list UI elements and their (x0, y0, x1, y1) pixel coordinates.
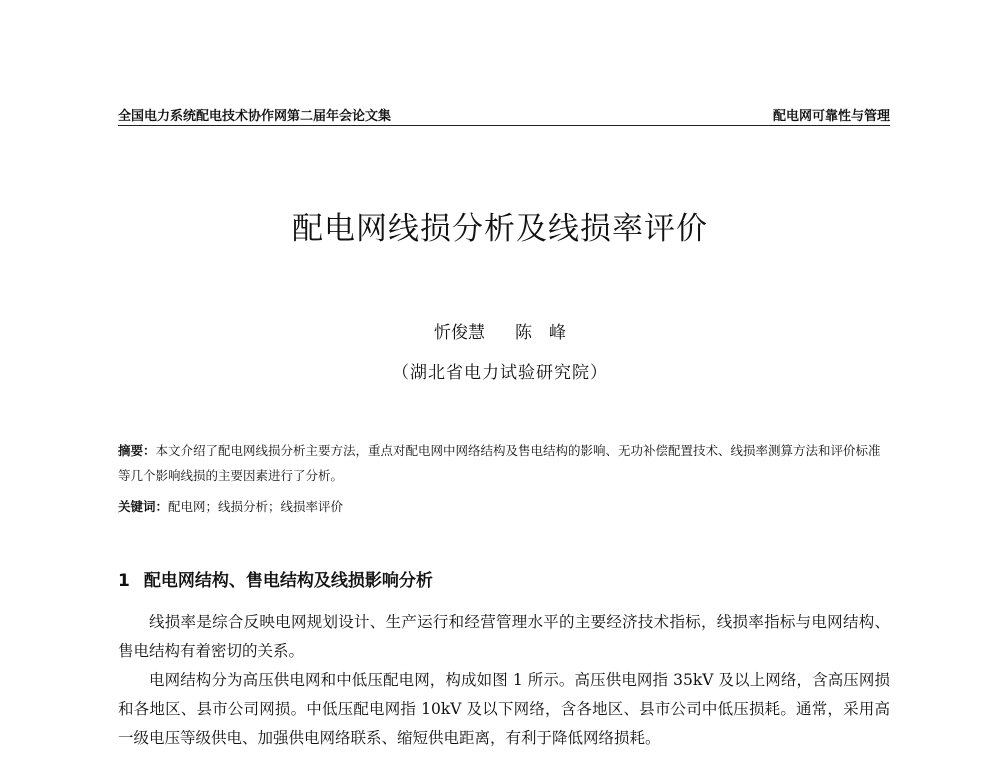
running-header (118, 103, 890, 126)
section-body (118, 608, 890, 753)
authors (0, 318, 1000, 343)
author-2: 陈 峰 (515, 323, 566, 343)
keywords (118, 496, 890, 518)
author-1: 忻俊慧 (434, 323, 485, 343)
body-paragraph-2: 电网结构分为高压供电网和中低压配电网，构成如图 1 所示。高压供电网指 35kV 及以上网络，含高压网损和各地区、县市公司网损。中低压配电网指 10kV 及以下网络，含各地区、县市公司中低压损耗。通常，采用高一级电压等级供电、加强供电网络联系、缩短供电距离，有利于降低网络损耗。 (118, 671, 890, 747)
section-heading (118, 566, 433, 591)
abstract-text: 本文介绍了配电网线损分析主要方法，重点对配电网中网络结构及售电结构的影响、无功补偿配置技术、线损率测算方法和评价标准等几个影响线损的主要因素进行了分析。 (118, 443, 881, 483)
body-paragraph-1: 线损率是综合反映电网规划设计、生产运行和经营管理水平的主要经济技术指标，线损率指标与电网结构、售电结构有着密切的关系。 (118, 613, 890, 660)
abstract (118, 438, 890, 488)
keywords-text: 配电网；线损分析；线损率评价 (168, 499, 344, 514)
keywords-label: 关键词： (118, 499, 169, 514)
section-title: 配电网结构、售电结构及线损影响分析 (143, 571, 433, 591)
header-section-name: 配电网可靠性与管理 (772, 109, 890, 124)
section-number: 1 (118, 571, 130, 591)
header-proceedings-title: 全国电力系统配电技术协作网第二届年会论文集 (118, 109, 392, 124)
paper-title: 配电网线损分析及线损率评价 (292, 211, 708, 247)
affiliation: （湖北省电力试验研究院） (392, 363, 608, 383)
abstract-label: 摘要： (118, 443, 156, 458)
